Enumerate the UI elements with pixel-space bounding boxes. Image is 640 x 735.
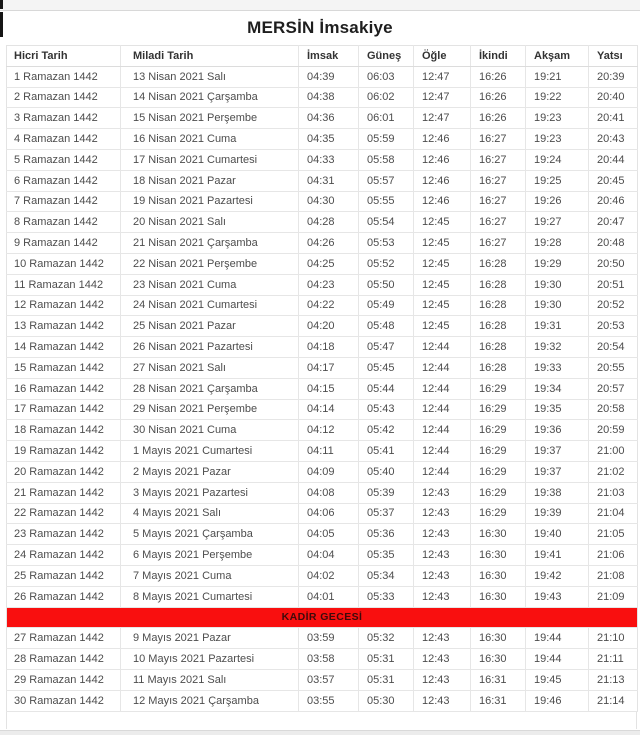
imsak-time-cell: 04:23 <box>299 274 359 295</box>
imsak-time-cell: 04:36 <box>299 108 359 129</box>
aksam-time-cell: 19:44 <box>526 649 589 670</box>
page-title: MERSİN İmsakiye <box>247 18 393 37</box>
aksam-time-cell: 19:35 <box>526 399 589 420</box>
miladi-date-cell: 5 Mayıs 2021 Çarşamba <box>121 524 299 545</box>
yatsi-time-cell: 20:43 <box>589 129 638 150</box>
aksam-time-cell: 19:36 <box>526 420 589 441</box>
hicri-date-cell: 23 Ramazan 1442 <box>7 524 121 545</box>
yatsi-time-cell: 21:10 <box>589 628 638 649</box>
gunes-time-cell: 05:31 <box>359 669 414 690</box>
miladi-date-cell: 13 Nisan 2021 Salı <box>121 66 299 87</box>
hicri-date-cell: 29 Ramazan 1442 <box>7 669 121 690</box>
hicri-date-cell: 21 Ramazan 1442 <box>7 482 121 503</box>
table-row <box>7 295 638 316</box>
hicri-date-cell: 27 Ramazan 1442 <box>7 628 121 649</box>
imsak-time-cell: 04:02 <box>299 565 359 586</box>
hicri-date-cell: 10 Ramazan 1442 <box>7 253 121 274</box>
hicri-date-cell: 2 Ramazan 1442 <box>7 87 121 108</box>
yatsi-time-cell: 21:02 <box>589 461 638 482</box>
imsak-time-cell: 04:18 <box>299 337 359 358</box>
miladi-date-cell: 27 Nisan 2021 Salı <box>121 357 299 378</box>
miladi-date-cell: 30 Nisan 2021 Cuma <box>121 420 299 441</box>
yatsi-time-cell: 20:44 <box>589 149 638 170</box>
aksam-time-cell: 19:22 <box>526 87 589 108</box>
miladi-date-cell: 23 Nisan 2021 Cuma <box>121 274 299 295</box>
ikindi-time-cell: 16:29 <box>471 441 526 462</box>
page-bottom-strip <box>0 730 640 735</box>
ikindi-time-cell: 16:31 <box>471 669 526 690</box>
imsak-time-cell: 04:31 <box>299 170 359 191</box>
hicri-date-cell: 24 Ramazan 1442 <box>7 545 121 566</box>
miladi-date-cell: 2 Mayıs 2021 Pazar <box>121 461 299 482</box>
column-header-imsak-time: İmsak <box>299 46 359 67</box>
ikindi-time-cell: 16:27 <box>471 170 526 191</box>
ikindi-time-cell: 16:27 <box>471 149 526 170</box>
table-row <box>7 149 638 170</box>
table-row <box>7 378 638 399</box>
gunes-time-cell: 05:39 <box>359 482 414 503</box>
table-row <box>7 129 638 150</box>
ogle-time-cell: 12:43 <box>414 628 471 649</box>
aksam-time-cell: 19:23 <box>526 108 589 129</box>
hicri-date-cell: 6 Ramazan 1442 <box>7 170 121 191</box>
imsak-time-cell: 04:35 <box>299 129 359 150</box>
miladi-date-cell: 9 Mayıs 2021 Pazar <box>121 628 299 649</box>
ikindi-time-cell: 16:28 <box>471 337 526 358</box>
miladi-date-cell: 19 Nisan 2021 Pazartesi <box>121 191 299 212</box>
hicri-date-cell: 18 Ramazan 1442 <box>7 420 121 441</box>
table-row <box>7 399 638 420</box>
aksam-time-cell: 19:30 <box>526 274 589 295</box>
gunes-time-cell: 05:44 <box>359 378 414 399</box>
table-row <box>7 524 638 545</box>
table-row <box>7 191 638 212</box>
ogle-time-cell: 12:44 <box>414 461 471 482</box>
imsak-time-cell: 04:25 <box>299 253 359 274</box>
ikindi-time-cell: 16:29 <box>471 482 526 503</box>
ikindi-time-cell: 16:30 <box>471 545 526 566</box>
gunes-time-cell: 05:52 <box>359 253 414 274</box>
column-header-ogle-time: Öğle <box>414 46 471 67</box>
column-header-aksam-time: Akşam <box>526 46 589 67</box>
yatsi-time-cell: 20:39 <box>589 66 638 87</box>
hicri-date-cell: 26 Ramazan 1442 <box>7 586 121 607</box>
gunes-time-cell: 05:58 <box>359 149 414 170</box>
gunes-time-cell: 05:32 <box>359 628 414 649</box>
miladi-date-cell: 21 Nisan 2021 Çarşamba <box>121 233 299 254</box>
miladi-date-cell: 20 Nisan 2021 Salı <box>121 212 299 233</box>
yatsi-time-cell: 21:03 <box>589 482 638 503</box>
aksam-time-cell: 19:34 <box>526 378 589 399</box>
page-top-bar <box>0 0 640 11</box>
left-edge-strip <box>0 12 3 37</box>
imsak-time-cell: 03:58 <box>299 649 359 670</box>
ogle-time-cell: 12:43 <box>414 482 471 503</box>
gunes-time-cell: 05:55 <box>359 191 414 212</box>
hicri-date-cell: 25 Ramazan 1442 <box>7 565 121 586</box>
table-row <box>7 669 638 690</box>
yatsi-time-cell: 21:13 <box>589 669 638 690</box>
gunes-time-cell: 05:41 <box>359 441 414 462</box>
miladi-date-cell: 24 Nisan 2021 Cumartesi <box>121 295 299 316</box>
hicri-date-cell: 22 Ramazan 1442 <box>7 503 121 524</box>
aksam-time-cell: 19:46 <box>526 690 589 711</box>
hicri-date-cell: 15 Ramazan 1442 <box>7 357 121 378</box>
column-header-ikindi-time: İkindi <box>471 46 526 67</box>
aksam-time-cell: 19:25 <box>526 170 589 191</box>
miladi-date-cell: 14 Nisan 2021 Çarşamba <box>121 87 299 108</box>
aksam-time-cell: 19:29 <box>526 253 589 274</box>
table-row <box>7 545 638 566</box>
ogle-time-cell: 12:47 <box>414 66 471 87</box>
aksam-time-cell: 19:21 <box>526 66 589 87</box>
imsak-time-cell: 04:39 <box>299 66 359 87</box>
ikindi-time-cell: 16:29 <box>471 420 526 441</box>
miladi-date-cell: 12 Mayıs 2021 Çarşamba <box>121 690 299 711</box>
hicri-date-cell: 14 Ramazan 1442 <box>7 337 121 358</box>
imsak-time-cell: 04:15 <box>299 378 359 399</box>
gunes-time-cell: 05:57 <box>359 170 414 191</box>
ogle-time-cell: 12:44 <box>414 378 471 399</box>
miladi-date-cell: 25 Nisan 2021 Pazar <box>121 316 299 337</box>
miladi-date-cell: 22 Nisan 2021 Perşembe <box>121 253 299 274</box>
ogle-time-cell: 12:45 <box>414 316 471 337</box>
ogle-time-cell: 12:45 <box>414 253 471 274</box>
yatsi-time-cell: 20:40 <box>589 87 638 108</box>
aksam-time-cell: 19:39 <box>526 503 589 524</box>
imsak-time-cell: 04:28 <box>299 212 359 233</box>
kadir-gecesi-banner: KADİR GECESİ <box>7 607 638 628</box>
table-row <box>7 461 638 482</box>
ogle-time-cell: 12:43 <box>414 545 471 566</box>
table-row <box>7 87 638 108</box>
yatsi-time-cell: 21:05 <box>589 524 638 545</box>
gunes-time-cell: 05:35 <box>359 545 414 566</box>
ogle-time-cell: 12:46 <box>414 129 471 150</box>
yatsi-time-cell: 21:14 <box>589 690 638 711</box>
ikindi-time-cell: 16:30 <box>471 586 526 607</box>
gunes-time-cell: 06:01 <box>359 108 414 129</box>
imsak-time-cell: 04:22 <box>299 295 359 316</box>
ikindi-time-cell: 16:30 <box>471 649 526 670</box>
miladi-date-cell: 16 Nisan 2021 Cuma <box>121 129 299 150</box>
gunes-time-cell: 05:36 <box>359 524 414 545</box>
ikindi-time-cell: 16:29 <box>471 399 526 420</box>
hicri-date-cell: 7 Ramazan 1442 <box>7 191 121 212</box>
gunes-time-cell: 05:59 <box>359 129 414 150</box>
gunes-time-cell: 05:34 <box>359 565 414 586</box>
miladi-date-cell: 1 Mayıs 2021 Cumartesi <box>121 441 299 462</box>
aksam-time-cell: 19:28 <box>526 233 589 254</box>
table-row <box>7 316 638 337</box>
aksam-time-cell: 19:31 <box>526 316 589 337</box>
ogle-time-cell: 12:44 <box>414 357 471 378</box>
gunes-time-cell: 05:45 <box>359 357 414 378</box>
gunes-time-cell: 06:03 <box>359 66 414 87</box>
gunes-time-cell: 05:48 <box>359 316 414 337</box>
ikindi-time-cell: 16:29 <box>471 503 526 524</box>
table-footer-space <box>6 712 637 729</box>
miladi-date-cell: 7 Mayıs 2021 Cuma <box>121 565 299 586</box>
aksam-time-cell: 19:43 <box>526 586 589 607</box>
miladi-date-cell: 15 Nisan 2021 Perşembe <box>121 108 299 129</box>
yatsi-time-cell: 20:46 <box>589 191 638 212</box>
ikindi-time-cell: 16:27 <box>471 233 526 254</box>
aksam-time-cell: 19:42 <box>526 565 589 586</box>
hicri-date-cell: 5 Ramazan 1442 <box>7 149 121 170</box>
imsak-time-cell: 04:11 <box>299 441 359 462</box>
gunes-time-cell: 06:02 <box>359 87 414 108</box>
ikindi-time-cell: 16:28 <box>471 274 526 295</box>
column-header-miladi-date: Miladi Tarih <box>121 46 299 67</box>
imsak-time-cell: 04:05 <box>299 524 359 545</box>
ogle-time-cell: 12:46 <box>414 149 471 170</box>
ogle-time-cell: 12:45 <box>414 233 471 254</box>
ikindi-time-cell: 16:28 <box>471 316 526 337</box>
imsak-time-cell: 04:01 <box>299 586 359 607</box>
column-header-yatsi-time: Yatsı <box>589 46 638 67</box>
ogle-time-cell: 12:44 <box>414 441 471 462</box>
yatsi-time-cell: 21:08 <box>589 565 638 586</box>
ogle-time-cell: 12:44 <box>414 337 471 358</box>
imsakiye-table-container <box>6 45 637 712</box>
yatsi-time-cell: 20:54 <box>589 337 638 358</box>
table-row <box>7 420 638 441</box>
ikindi-time-cell: 16:29 <box>471 461 526 482</box>
miladi-date-cell: 29 Nisan 2021 Perşembe <box>121 399 299 420</box>
ikindi-time-cell: 16:27 <box>471 212 526 233</box>
table-row <box>7 649 638 670</box>
kadir-gecesi-banner-row <box>7 607 638 628</box>
imsak-time-cell: 04:30 <box>299 191 359 212</box>
aksam-time-cell: 19:38 <box>526 482 589 503</box>
ogle-time-cell: 12:45 <box>414 212 471 233</box>
yatsi-time-cell: 20:52 <box>589 295 638 316</box>
table-row <box>7 337 638 358</box>
imsak-time-cell: 03:57 <box>299 669 359 690</box>
yatsi-time-cell: 20:58 <box>589 399 638 420</box>
table-row <box>7 212 638 233</box>
imsak-time-cell: 04:09 <box>299 461 359 482</box>
table-row <box>7 628 638 649</box>
imsak-time-cell: 04:08 <box>299 482 359 503</box>
ogle-time-cell: 12:43 <box>414 649 471 670</box>
yatsi-time-cell: 20:55 <box>589 357 638 378</box>
gunes-time-cell: 05:49 <box>359 295 414 316</box>
ikindi-time-cell: 16:26 <box>471 108 526 129</box>
ogle-time-cell: 12:43 <box>414 690 471 711</box>
yatsi-time-cell: 20:50 <box>589 253 638 274</box>
imsak-time-cell: 04:26 <box>299 233 359 254</box>
ikindi-time-cell: 16:29 <box>471 378 526 399</box>
hicri-date-cell: 28 Ramazan 1442 <box>7 649 121 670</box>
table-row <box>7 66 638 87</box>
ogle-time-cell: 12:43 <box>414 669 471 690</box>
ogle-time-cell: 12:43 <box>414 524 471 545</box>
imsak-time-cell: 03:59 <box>299 628 359 649</box>
ogle-time-cell: 12:43 <box>414 503 471 524</box>
ikindi-time-cell: 16:30 <box>471 628 526 649</box>
yatsi-time-cell: 21:00 <box>589 441 638 462</box>
gunes-time-cell: 05:42 <box>359 420 414 441</box>
aksam-time-cell: 19:44 <box>526 628 589 649</box>
hicri-date-cell: 30 Ramazan 1442 <box>7 690 121 711</box>
imsak-time-cell: 04:04 <box>299 545 359 566</box>
hicri-date-cell: 13 Ramazan 1442 <box>7 316 121 337</box>
yatsi-time-cell: 20:51 <box>589 274 638 295</box>
aksam-time-cell: 19:40 <box>526 524 589 545</box>
miladi-date-cell: 17 Nisan 2021 Cumartesi <box>121 149 299 170</box>
aksam-time-cell: 19:33 <box>526 357 589 378</box>
imsak-time-cell: 04:20 <box>299 316 359 337</box>
ogle-time-cell: 12:43 <box>414 586 471 607</box>
hicri-date-cell: 19 Ramazan 1442 <box>7 441 121 462</box>
table-row <box>7 253 638 274</box>
aksam-time-cell: 19:41 <box>526 545 589 566</box>
imsak-time-cell: 04:12 <box>299 420 359 441</box>
ogle-time-cell: 12:44 <box>414 399 471 420</box>
ikindi-time-cell: 16:28 <box>471 253 526 274</box>
ogle-time-cell: 12:45 <box>414 274 471 295</box>
ogle-time-cell: 12:47 <box>414 108 471 129</box>
ikindi-time-cell: 16:27 <box>471 191 526 212</box>
ikindi-time-cell: 16:26 <box>471 87 526 108</box>
gunes-time-cell: 05:43 <box>359 399 414 420</box>
table-row <box>7 503 638 524</box>
miladi-date-cell: 3 Mayıs 2021 Pazartesi <box>121 482 299 503</box>
ogle-time-cell: 12:43 <box>414 565 471 586</box>
yatsi-time-cell: 20:53 <box>589 316 638 337</box>
miladi-date-cell: 18 Nisan 2021 Pazar <box>121 170 299 191</box>
left-edge-strip <box>0 0 3 9</box>
table-row <box>7 690 638 711</box>
aksam-time-cell: 19:32 <box>526 337 589 358</box>
yatsi-time-cell: 20:47 <box>589 212 638 233</box>
miladi-date-cell: 6 Mayıs 2021 Perşembe <box>121 545 299 566</box>
hicri-date-cell: 16 Ramazan 1442 <box>7 378 121 399</box>
yatsi-time-cell: 21:04 <box>589 503 638 524</box>
hicri-date-cell: 1 Ramazan 1442 <box>7 66 121 87</box>
hicri-date-cell: 17 Ramazan 1442 <box>7 399 121 420</box>
ikindi-time-cell: 16:26 <box>471 66 526 87</box>
hicri-date-cell: 9 Ramazan 1442 <box>7 233 121 254</box>
imsak-time-cell: 04:06 <box>299 503 359 524</box>
aksam-time-cell: 19:24 <box>526 149 589 170</box>
miladi-date-cell: 8 Mayıs 2021 Cumartesi <box>121 586 299 607</box>
yatsi-time-cell: 21:09 <box>589 586 638 607</box>
yatsi-time-cell: 20:57 <box>589 378 638 399</box>
yatsi-time-cell: 20:48 <box>589 233 638 254</box>
hicri-date-cell: 11 Ramazan 1442 <box>7 274 121 295</box>
gunes-time-cell: 05:40 <box>359 461 414 482</box>
gunes-time-cell: 05:54 <box>359 212 414 233</box>
miladi-date-cell: 4 Mayıs 2021 Salı <box>121 503 299 524</box>
ogle-time-cell: 12:45 <box>414 295 471 316</box>
gunes-time-cell: 05:37 <box>359 503 414 524</box>
hicri-date-cell: 8 Ramazan 1442 <box>7 212 121 233</box>
table-row <box>7 357 638 378</box>
ogle-time-cell: 12:46 <box>414 170 471 191</box>
yatsi-time-cell: 21:06 <box>589 545 638 566</box>
miladi-date-cell: 10 Mayıs 2021 Pazartesi <box>121 649 299 670</box>
hicri-date-cell: 20 Ramazan 1442 <box>7 461 121 482</box>
miladi-date-cell: 11 Mayıs 2021 Salı <box>121 669 299 690</box>
aksam-time-cell: 19:23 <box>526 129 589 150</box>
hicri-date-cell: 4 Ramazan 1442 <box>7 129 121 150</box>
table-row <box>7 565 638 586</box>
aksam-time-cell: 19:37 <box>526 441 589 462</box>
ikindi-time-cell: 16:30 <box>471 524 526 545</box>
column-header-gunes-time: Güneş <box>359 46 414 67</box>
gunes-time-cell: 05:47 <box>359 337 414 358</box>
aksam-time-cell: 19:45 <box>526 669 589 690</box>
miladi-date-cell: 28 Nisan 2021 Çarşamba <box>121 378 299 399</box>
imsak-time-cell: 04:17 <box>299 357 359 378</box>
miladi-date-cell: 26 Nisan 2021 Pazartesi <box>121 337 299 358</box>
table-row <box>7 586 638 607</box>
imsak-time-cell: 04:33 <box>299 149 359 170</box>
gunes-time-cell: 05:33 <box>359 586 414 607</box>
gunes-time-cell: 05:30 <box>359 690 414 711</box>
hicri-date-cell: 3 Ramazan 1442 <box>7 108 121 129</box>
table-row <box>7 108 638 129</box>
ikindi-time-cell: 16:27 <box>471 129 526 150</box>
ogle-time-cell: 12:46 <box>414 191 471 212</box>
table-row <box>7 441 638 462</box>
gunes-time-cell: 05:31 <box>359 649 414 670</box>
gunes-time-cell: 05:53 <box>359 233 414 254</box>
imsakiye-table <box>6 45 638 712</box>
ogle-time-cell: 12:47 <box>414 87 471 108</box>
imsak-time-cell: 03:55 <box>299 690 359 711</box>
yatsi-time-cell: 20:59 <box>589 420 638 441</box>
aksam-time-cell: 19:26 <box>526 191 589 212</box>
table-header-row <box>7 46 638 67</box>
aksam-time-cell: 19:27 <box>526 212 589 233</box>
hicri-date-cell: 12 Ramazan 1442 <box>7 295 121 316</box>
table-row <box>7 170 638 191</box>
table-row <box>7 274 638 295</box>
ikindi-time-cell: 16:28 <box>471 357 526 378</box>
ikindi-time-cell: 16:31 <box>471 690 526 711</box>
table-row <box>7 233 638 254</box>
table-row <box>7 482 638 503</box>
ikindi-time-cell: 16:28 <box>471 295 526 316</box>
imsak-time-cell: 04:14 <box>299 399 359 420</box>
imsak-time-cell: 04:38 <box>299 87 359 108</box>
yatsi-time-cell: 20:41 <box>589 108 638 129</box>
yatsi-time-cell: 21:11 <box>589 649 638 670</box>
gunes-time-cell: 05:50 <box>359 274 414 295</box>
aksam-time-cell: 19:30 <box>526 295 589 316</box>
aksam-time-cell: 19:37 <box>526 461 589 482</box>
yatsi-time-cell: 20:45 <box>589 170 638 191</box>
ogle-time-cell: 12:44 <box>414 420 471 441</box>
ikindi-time-cell: 16:30 <box>471 565 526 586</box>
column-header-hicri-date: Hicri Tarih <box>7 46 121 67</box>
